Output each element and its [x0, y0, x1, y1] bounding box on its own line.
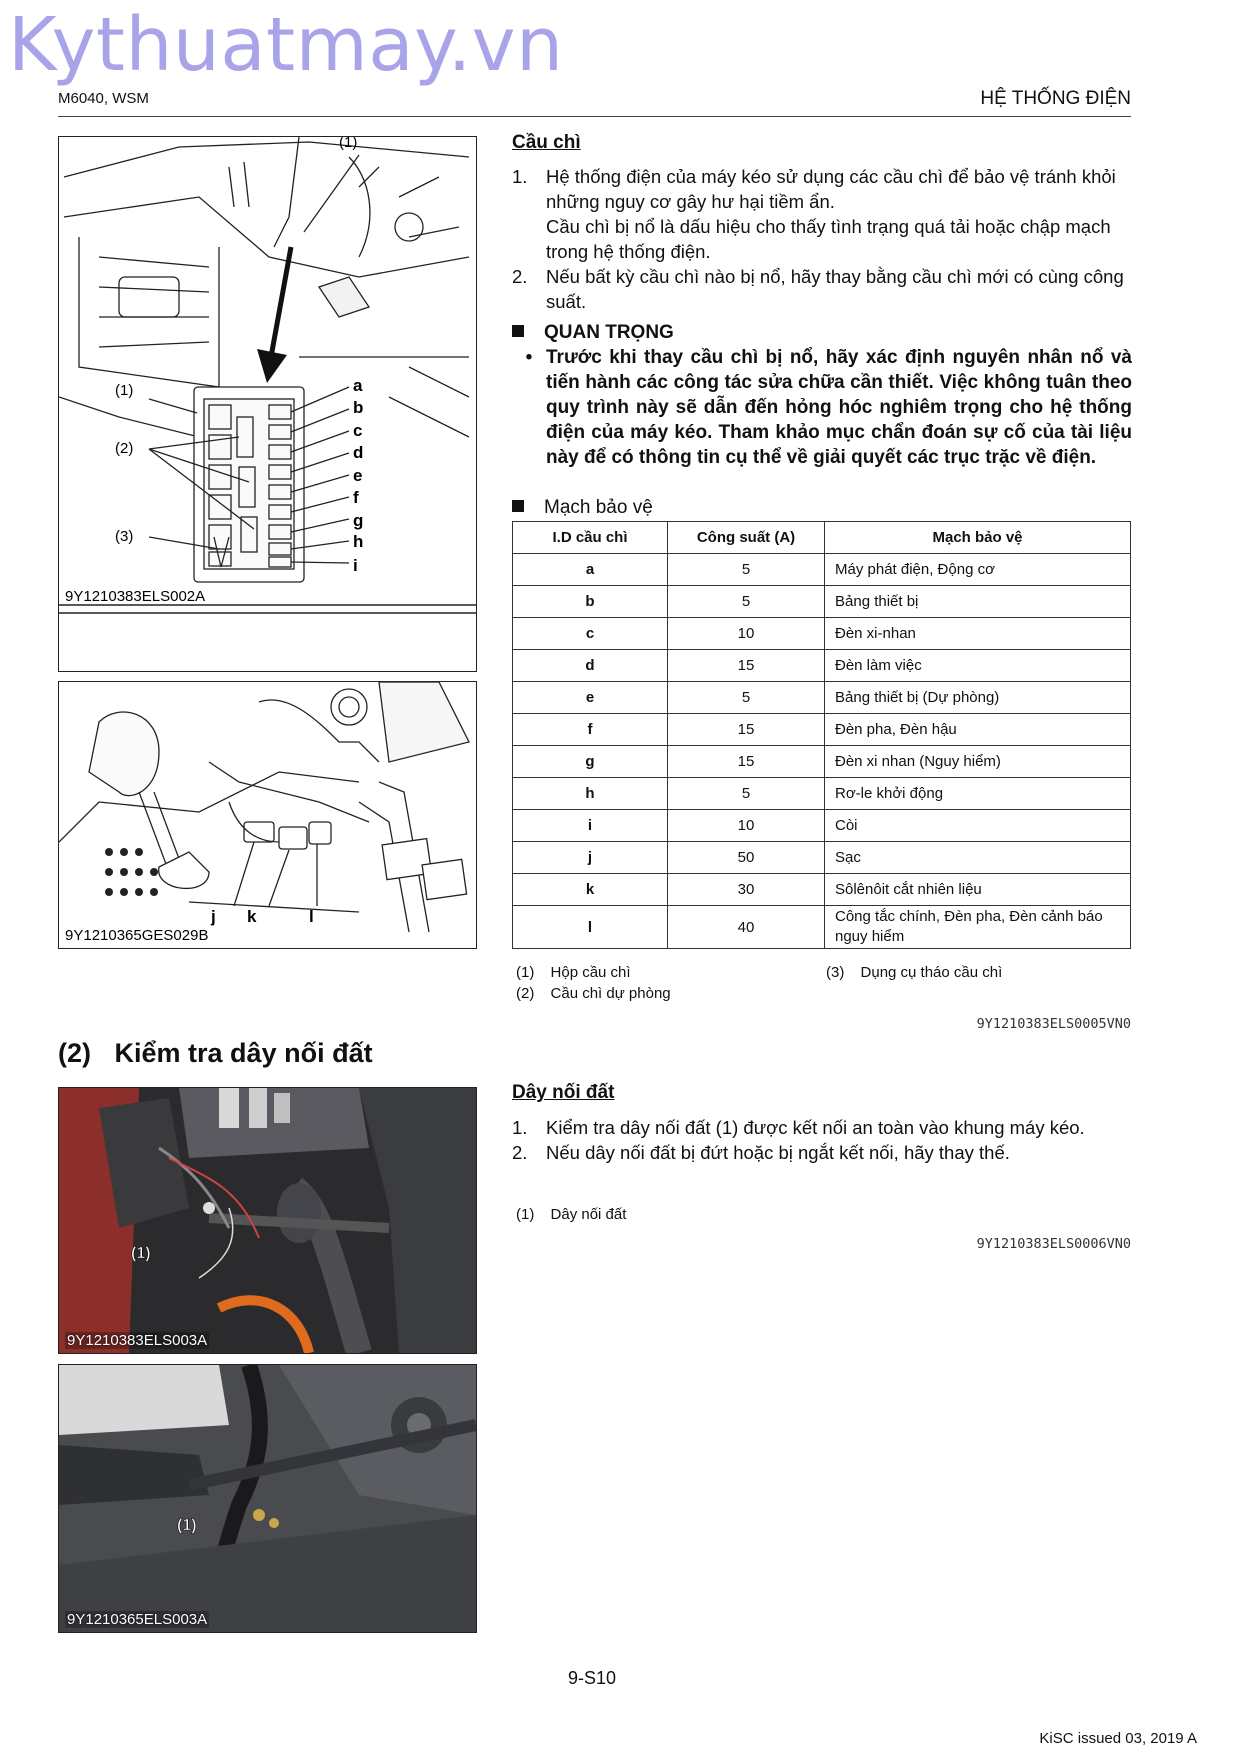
figure-ground-wire-photo-1 — [58, 1087, 477, 1354]
cell-capacity: 5 — [668, 778, 825, 810]
square-bullet-icon — [512, 325, 524, 337]
page-number: 9-S10 — [568, 1668, 617, 1688]
cell-fuse-id: g — [513, 746, 668, 778]
legend-text: Dụng cụ tháo cầu chì — [860, 964, 1003, 981]
important-heading — [512, 320, 674, 345]
cell-circuit: Bảng thiết bị — [825, 586, 1131, 618]
fuse-letter-c: c — [353, 421, 363, 440]
table-row — [513, 714, 1131, 746]
figure-code: 9Y1210365ELS003A — [67, 1611, 208, 1628]
fuse-table — [512, 521, 1131, 949]
item-number: 2. — [512, 1142, 528, 1163]
cell-circuit: Sạc — [825, 842, 1131, 874]
table-row — [513, 810, 1131, 842]
table-row — [513, 554, 1131, 586]
legend-text: Cầu chì dự phòng — [550, 985, 671, 1002]
doc-code: 9Y1210383ELS0006VN0 — [976, 1236, 1131, 1252]
item-text: Hệ thống điện của máy kéo sử dụng các cầu chì để bảo vệ tránh khỏi những nguy cơ gây hư hại tiềm ẩn. — [546, 166, 1116, 212]
fuse-letter-a: a — [353, 376, 363, 395]
section-title: Kiểm tra dây nối đất — [114, 1038, 373, 1068]
table-row — [513, 682, 1131, 714]
slow-blow-fuse-drawing — [59, 682, 476, 948]
cell-fuse-id: b — [513, 586, 668, 618]
cell-fuse-id: j — [513, 842, 668, 874]
cell-fuse-id: l — [513, 906, 668, 949]
important-note — [512, 345, 1132, 470]
fuse-instructions — [512, 164, 1132, 314]
square-bullet-icon — [512, 500, 524, 512]
header-section-title: HỆ THỐNG ĐIỆN — [980, 88, 1131, 109]
section-2-heading — [58, 1038, 373, 1069]
cell-capacity: 30 — [668, 874, 825, 906]
table-row — [513, 586, 1131, 618]
fuse-letter-f: f — [353, 488, 359, 507]
figure-slow-blow-fuses — [58, 681, 477, 949]
table-row — [513, 778, 1131, 810]
cell-circuit: Sôlênôit cắt nhiên liệu — [825, 874, 1131, 906]
table-row — [513, 746, 1131, 778]
cell-circuit: Đèn pha, Đèn hậu — [825, 714, 1131, 746]
list-item — [512, 1140, 1132, 1165]
cell-circuit: Còi — [825, 810, 1131, 842]
table-row — [513, 874, 1131, 906]
figure-code: 9Y1210365GES029B — [65, 927, 209, 944]
ground-wire-photo-2 — [59, 1365, 476, 1632]
col-header-circuit: Mạch bảo vệ — [825, 522, 1131, 554]
figure-ground-wire-photo-2 — [58, 1364, 477, 1633]
cell-capacity: 15 — [668, 650, 825, 682]
cell-circuit: Đèn xi nhan (Nguy hiểm) — [825, 746, 1131, 778]
cell-circuit: Đèn làm việc — [825, 650, 1131, 682]
callout-3: (3) — [115, 528, 134, 545]
fuse-letter-k: k — [247, 907, 257, 926]
callout-2: (2) — [115, 440, 134, 457]
issued-note: KiSC issued 03, 2019 A — [1039, 1730, 1197, 1747]
item-text: Nếu dây nối đất bị đứt hoặc bị ngắt kết nối, hãy thay thế. — [546, 1142, 1010, 1163]
item-text: Kiểm tra dây nối đất (1) được kết nối an toàn vào khung máy kéo. — [546, 1117, 1085, 1138]
cell-circuit: Rơ-le khởi động — [825, 778, 1131, 810]
figure-code: 9Y1210383ELS003A — [67, 1332, 208, 1349]
important-label: QUAN TRỌNG — [544, 322, 674, 343]
cell-circuit: Bảng thiết bị (Dự phòng) — [825, 682, 1131, 714]
watermark: Kythuatmay.vn — [8, 2, 564, 88]
cell-circuit: Đèn xi-nhan — [825, 618, 1131, 650]
item-text-cont: Cầu chì bị nổ là dấu hiệu cho thấy tình trạng quá tải hoặc chập mạch trong hệ thống điện. — [546, 216, 1111, 262]
fuse-letter-l: l — [309, 907, 314, 926]
cell-circuit: Công tắc chính, Đèn pha, Đèn cảnh báo nguy hiểm — [825, 906, 1131, 949]
cell-fuse-id: e — [513, 682, 668, 714]
list-item — [512, 164, 1132, 264]
legend-num: (1) — [516, 964, 535, 981]
cell-capacity: 5 — [668, 554, 825, 586]
ground-instructions — [512, 1115, 1132, 1165]
col-header-id: I.D cầu chì — [513, 522, 668, 554]
fuse-letter-h: h — [353, 532, 364, 551]
bullet-icon: • — [525, 347, 533, 368]
table-header-row — [513, 522, 1131, 554]
cell-fuse-id: i — [513, 810, 668, 842]
important-text: Trước khi thay cầu chì bị nổ, hãy xác định nguyên nhân nổ và tiến hành các công tác sửa chữa cần thiết. Việc không tuân theo quy trình này sẽ dẫn đến hỏng hóc nghiêm trọng cho hệ thống điện của máy kéo. Tham khảo mục chẩn đoán sự cố của tài liệu này để có thông tin cụ thể về giải quyết các trục trặc về điện. — [546, 347, 1132, 468]
header-rule — [58, 116, 1131, 117]
legend-num: (1) — [516, 1206, 535, 1223]
fuse-box-drawing — [59, 137, 476, 671]
fuse-letter-d: d — [353, 443, 364, 462]
cell-capacity: 15 — [668, 714, 825, 746]
list-item — [512, 1115, 1132, 1140]
cell-fuse-id: h — [513, 778, 668, 810]
legend-num: (3) — [826, 964, 845, 981]
table-row — [513, 906, 1131, 949]
cell-capacity: 5 — [668, 682, 825, 714]
cell-capacity: 50 — [668, 842, 825, 874]
legend-text: Hộp cầu chì — [550, 964, 631, 981]
cell-fuse-id: f — [513, 714, 668, 746]
cell-circuit: Máy phát điện, Động cơ — [825, 554, 1131, 586]
circuit-heading — [512, 495, 653, 520]
circuit-label: Mạch bảo vệ — [544, 497, 653, 518]
cell-capacity: 10 — [668, 618, 825, 650]
figure-code: 9Y1210383ELS002A — [65, 588, 206, 605]
legend-ground-1 — [516, 1206, 626, 1223]
callout-1: (1) — [131, 1245, 151, 1262]
table-row — [513, 650, 1131, 682]
doc-code: 9Y1210383ELS0005VN0 — [976, 1016, 1131, 1032]
table-row — [513, 618, 1131, 650]
fuse-letter-g: g — [353, 511, 364, 530]
cell-fuse-id: c — [513, 618, 668, 650]
figure-fuse-box — [58, 136, 477, 672]
item-number: 1. — [512, 166, 528, 187]
list-item — [512, 264, 1132, 314]
cell-capacity: 5 — [668, 586, 825, 618]
legend-num: (2) — [516, 985, 535, 1002]
callout-1-top: (1) — [339, 137, 358, 151]
fuse-letter-b: b — [353, 398, 364, 417]
fuse-section-title: Cầu chì — [512, 132, 581, 153]
table-row — [513, 842, 1131, 874]
cell-capacity: 40 — [668, 906, 825, 949]
cell-fuse-id: d — [513, 650, 668, 682]
legend-fuse-2 — [516, 985, 671, 1002]
fuse-table-body — [513, 554, 1131, 949]
legend-fuse-1 — [516, 964, 631, 981]
cell-fuse-id: k — [513, 874, 668, 906]
cell-capacity: 10 — [668, 810, 825, 842]
callout-1-box: (1) — [115, 382, 134, 399]
header-model: M6040, WSM — [58, 90, 149, 107]
item-number: 2. — [512, 266, 528, 287]
fuse-letter-e: e — [353, 466, 363, 485]
cell-capacity: 15 — [668, 746, 825, 778]
legend-fuse-3 — [826, 964, 1002, 981]
ground-wire-photo-1 — [59, 1088, 476, 1353]
col-header-capacity: Công suất (A) — [668, 522, 825, 554]
item-number: 1. — [512, 1117, 528, 1138]
ground-section-title: Dây nối đất — [512, 1082, 615, 1103]
fuse-letter-i: i — [353, 556, 358, 575]
section-number: (2) — [58, 1038, 91, 1068]
legend-text: Dây nối đất — [550, 1206, 627, 1223]
item-text: Nếu bất kỳ cầu chì nào bị nổ, hãy thay bằng cầu chì mới có cùng công suất. — [546, 266, 1124, 312]
callout-1: (1) — [177, 1517, 197, 1534]
fuse-letter-j: j — [211, 907, 216, 926]
cell-fuse-id: a — [513, 554, 668, 586]
